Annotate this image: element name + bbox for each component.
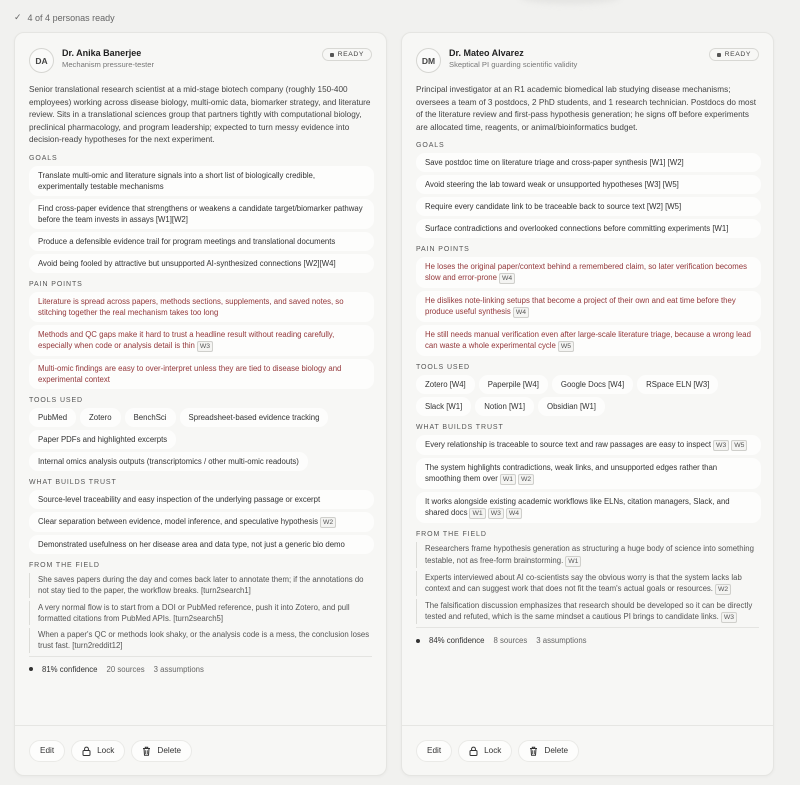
trust-item — [416, 492, 761, 523]
section-heading-pain-points: PAIN POINTS — [416, 246, 470, 254]
tool-chip: Notion [W1] — [475, 397, 534, 416]
field-quote-text: A very normal flow is to start from a DOI or PubMed reference, push it into Zotero, and pull formatted citations from PubMed APIs. [turn2search5] — [38, 602, 350, 623]
citation-tag[interactable]: W3 — [488, 508, 504, 519]
pain-point-item — [29, 292, 374, 322]
status-bar — [14, 12, 115, 23]
field-quote — [29, 628, 374, 653]
goal-item — [416, 219, 761, 238]
trust-item — [416, 458, 761, 489]
avatar: DM — [416, 48, 441, 73]
persona-bio: Principal investigator at an R1 academic biomedical lab studying disease mechanisms; oversees a team of 3 postdocs, 2 PhD students, and 1 research technician. Postdocs do most of the literature review and first-pass hypothesis generation; he signs off before experiments are allocated time, reagents, or animal/bioinformatics budget. — [416, 85, 756, 132]
persona-bio: Senior translational research scientist at a mid-stage biotech company (roughly 150-400 employees) working across disease biology, multi-omic data, biomarker strategy, and literature review. Sits in a translational sciences group that partners tightly with computational biology, preclinical pharmacology, and program leadership; expected to turn messy evidence into decision-ready hypotheses for the next experiment. — [29, 85, 371, 145]
section-heading-goals: GOALS — [416, 142, 445, 150]
trust-text: The system highlights contradictions, weak links, and unsupported edges rather than smoothing them over — [425, 463, 718, 484]
citation-tag[interactable]: W1 — [500, 474, 516, 485]
trust-item — [29, 535, 374, 554]
persona-name: Dr. Anika Banerjee — [62, 48, 142, 58]
citation-tag[interactable]: W2 — [715, 584, 731, 595]
goal-text: Translate multi-omic and literature signals into a short list of biologically credible, experimentally testable mechanisms — [38, 170, 316, 191]
persona-role: Mechanism pressure-tester — [62, 60, 155, 69]
citation-tag[interactable]: W5 — [558, 341, 574, 352]
check-icon: ✓ — [14, 12, 22, 22]
status-badge — [709, 48, 759, 61]
confidence-row — [29, 656, 372, 682]
citation-tag[interactable]: W1 — [565, 556, 581, 567]
citation-tag[interactable]: W2 — [320, 517, 336, 528]
field-quote-text: She saves papers during the day and comes back later to annotate them; if the annotations do not stay tied to the paper, the workflow breaks. [turn2search1] — [38, 574, 364, 596]
section-heading-trust: WHAT BUILDS TRUST — [29, 478, 117, 486]
lock-icon — [469, 746, 478, 756]
status-dot-icon — [330, 53, 334, 57]
tool-chip: Google Docs [W4] — [552, 375, 633, 394]
persona-identity — [449, 47, 709, 71]
persona-header — [402, 33, 773, 73]
field-quote-text: Researchers frame hypothesis generation as structuring a huge body of science into something testable, not as free-form brainstorming. — [425, 544, 754, 565]
section-heading-trust: WHAT BUILDS TRUST — [416, 424, 504, 432]
section-heading-tools: TOOLS USED — [29, 396, 83, 404]
top-shadow — [520, 0, 620, 4]
goal-item — [29, 232, 374, 251]
trash-icon — [529, 746, 538, 756]
tool-chip: Spreadsheet-based evidence tracking — [180, 408, 329, 427]
delete-button[interactable] — [131, 740, 192, 762]
pain-point-text: Methods and QC gaps make it hard to trust a headline result without reading carefully, especially when code or analysis detail is thin — [38, 329, 335, 350]
goal-text: Produce a defensible evidence trail for program meetings and translational documents — [38, 236, 336, 246]
citation-tag[interactable]: W4 — [499, 273, 515, 284]
section-heading-tools: TOOLS USED — [416, 364, 470, 372]
persona-name: Dr. Mateo Alvarez — [449, 48, 524, 58]
pain-point-text: Literature is spread across papers, methods sections, supplements, and saved notes, so stitching together the real mechanism takes too long — [38, 296, 344, 317]
tool-chip: Zotero — [80, 408, 121, 427]
pain-point-item — [29, 359, 374, 389]
goal-text: Avoid being fooled by attractive but unsupported AI-synthesized connections [W2][W4] — [38, 258, 336, 268]
field-quote — [29, 601, 374, 626]
goal-item — [29, 166, 374, 196]
pain-point-item — [416, 325, 761, 356]
tool-chip: Internal omics analysis outputs (transcriptomics / other multi-omic readouts) — [29, 452, 308, 471]
field-quote — [416, 571, 761, 596]
edit-button[interactable] — [29, 740, 65, 762]
pain-point-text: He still needs manual verification even after large-scale literature triage, because a wrong lead can waste a whole experimental cycle — [425, 330, 751, 351]
pain-point-item — [416, 291, 761, 322]
tool-chip: Obsidian [W1] — [538, 397, 605, 416]
citation-tag[interactable]: W1 — [469, 508, 485, 519]
goal-item — [416, 175, 761, 194]
tool-chip: Slack [W1] — [416, 397, 471, 416]
goal-item — [416, 153, 761, 172]
sources-count[interactable]: 20 sources — [106, 664, 145, 674]
persona-card — [401, 32, 774, 776]
tool-chip: RSpace ELN [W3] — [637, 375, 718, 394]
assumptions-count[interactable]: 3 assumptions — [153, 664, 204, 674]
card-actions — [402, 725, 773, 775]
persona-role: Skeptical PI guarding scientific validity — [449, 60, 578, 69]
field-quote-text: The falsification discussion emphasizes that research should be developed so it can be directly tested and refuted, which is the same mindset a cautious PI brings to candidate links. — [425, 600, 753, 622]
goal-text: Surface contradictions and overlooked connections before committing experiments [W1] — [425, 224, 729, 234]
status-badge-label: READY — [337, 51, 364, 58]
tool-chip: Zotero [W4] — [416, 375, 475, 394]
goal-item — [416, 197, 761, 216]
sources-count[interactable]: 8 sources — [493, 636, 528, 646]
section-heading-field: FROM THE FIELD — [416, 531, 487, 539]
goal-text: Find cross-paper evidence that strengthens or weakens a candidate target/biomarker pathway before the team invests in assays [W1][W2] — [38, 203, 363, 224]
field-quote-text: Experts interviewed about AI co-scientists say the obvious worry is that the system lacks lab context and can suggest work that does not fit the team's actual goals or resources. — [425, 572, 742, 593]
edit-button[interactable] — [416, 740, 452, 762]
tool-chip: Paperpile [W4] — [479, 375, 548, 394]
field-quote-text: When a paper's QC or methods look shaky, or the analysis code is a mess, the conclusion loses trust fast. [turn2reddit12] — [38, 630, 370, 651]
trust-text: Demonstrated usefulness on her disease area and data type, not just a generic bio demo — [38, 539, 345, 549]
trust-text: It works alongside existing academic workflows like ELNs, citation managers, Slack, and shared docs — [425, 497, 730, 518]
citation-tag[interactable]: W4 — [513, 307, 529, 318]
lock-button-label: Lock — [484, 746, 502, 755]
pain-point-item — [416, 257, 761, 288]
avatar: DA — [29, 48, 54, 73]
section-heading-pain-points: PAIN POINTS — [29, 280, 83, 288]
tool-chip: Paper PDFs and highlighted excerpts — [29, 430, 176, 449]
tools-list — [15, 408, 386, 471]
pain-point-item — [29, 325, 374, 356]
pain-point-text: Multi-omic findings are easy to over-interpret unless they are tied to disease biology and experimental context — [38, 363, 342, 384]
goal-item — [29, 199, 374, 229]
lock-button[interactable] — [458, 740, 512, 762]
persona-identity — [62, 47, 322, 71]
field-quote — [416, 599, 761, 624]
lock-button[interactable] — [71, 740, 125, 762]
persona-card — [14, 32, 387, 776]
status-text: 4 of 4 personas ready — [27, 12, 115, 23]
field-quote — [29, 573, 374, 598]
citation-tag[interactable]: W3 — [721, 612, 737, 623]
confidence-dot-icon — [416, 639, 420, 643]
confidence-dot-icon — [29, 667, 33, 671]
lock-icon — [82, 746, 91, 756]
section-heading-goals: GOALS — [29, 154, 58, 162]
edit-button-label: Edit — [40, 746, 55, 755]
delete-button[interactable] — [518, 740, 579, 762]
confidence-value: 84% confidence — [429, 636, 485, 646]
trust-text: Every relationship is traceable to source text and raw passages are easy to inspect — [425, 440, 712, 450]
trust-item — [416, 435, 761, 455]
goal-text: Save postdoc time on literature triage and cross-paper synthesis [W1] [W2] — [425, 158, 684, 168]
trash-icon — [142, 746, 151, 756]
delete-button-label: Delete — [157, 746, 182, 755]
citation-tag[interactable]: W2 — [518, 474, 534, 485]
confidence-value: 81% confidence — [42, 664, 98, 674]
pain-point-text: He loses the original paper/context behind a remembered claim, so later verification becomes slow and error-prone — [425, 262, 748, 283]
card-actions — [15, 725, 386, 775]
edit-button-label: Edit — [427, 746, 442, 755]
citation-tag[interactable]: W4 — [506, 508, 522, 519]
citation-tag[interactable]: W3 — [713, 440, 729, 451]
trust-text: Clear separation between evidence, model inference, and speculative hypothesis — [38, 516, 318, 526]
status-badge — [322, 48, 372, 61]
trust-text: Source-level traceability and easy inspection of the underlying passage or excerpt — [38, 494, 321, 504]
tools-list — [402, 375, 773, 416]
status-dot-icon — [717, 53, 721, 57]
goal-text: Require every candidate link to be traceable back to source text [W2] [W5] — [425, 202, 682, 212]
trust-item — [29, 512, 374, 532]
confidence-row — [416, 627, 759, 653]
citation-tag[interactable]: W3 — [197, 341, 213, 352]
assumptions-count[interactable]: 3 assumptions — [536, 636, 587, 646]
tool-chip: BenchSci — [125, 408, 176, 427]
goal-text: Avoid steering the lab toward weak or unsupported hypotheses [W3] [W5] — [425, 180, 679, 190]
field-quote — [416, 542, 761, 567]
delete-button-label: Delete — [544, 746, 569, 755]
goal-item — [29, 254, 374, 273]
persona-header — [15, 33, 386, 73]
lock-button-label: Lock — [97, 746, 115, 755]
tool-chip: PubMed — [29, 408, 76, 427]
citation-tag[interactable]: W5 — [731, 440, 747, 451]
section-heading-field: FROM THE FIELD — [29, 561, 100, 569]
pain-point-text: He dislikes note-linking setups that become a project of their own and eat time before they produce useful synthesis — [425, 296, 736, 317]
trust-item — [29, 490, 374, 509]
status-badge-label: READY — [724, 51, 751, 58]
